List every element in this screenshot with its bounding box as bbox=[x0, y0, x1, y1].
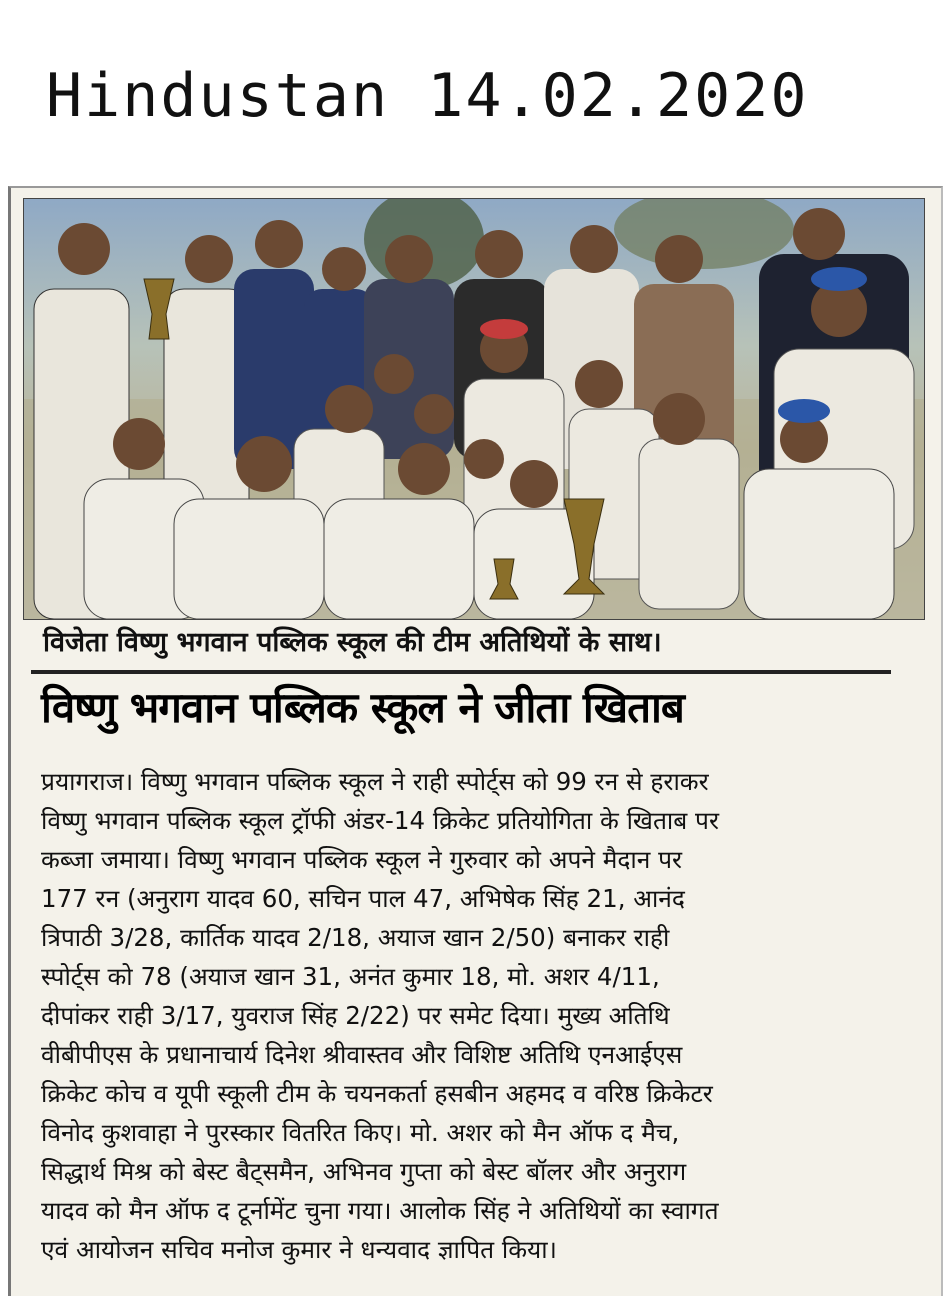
article-body bbox=[41, 762, 901, 1269]
newspaper-clipping bbox=[8, 186, 943, 1296]
newspaper-source-title: Hindustan 14.02.2020 bbox=[46, 61, 809, 131]
article-headline: विष्णु भगवान पब्लिक स्कूल ने जीता खिताब bbox=[41, 683, 684, 732]
article-line: सिद्धार्थ मिश्र को बेस्ट बैट्समैन, अभिनव गुप्ता को बेस्ट बॉलर और अनुराग bbox=[41, 1157, 687, 1186]
article-line: यादव को मैन ऑफ द टूर्नामेंट चुना गया। आलोक सिंह ने अतिथियों का स्वागत bbox=[41, 1196, 719, 1225]
article-line: विष्णु भगवान पब्लिक स्कूल ट्रॉफी अंडर-14 क्रिकेट प्रतियोगिता के खिताब पर bbox=[41, 806, 719, 835]
article-line: क्रिकेट कोच व यूपी स्कूली टीम के चयनकर्ता हसबीन अहमद व वरिष्ठ क्रिकेटर bbox=[41, 1079, 713, 1108]
article-line: त्रिपाठी 3/28, कार्तिक यादव 2/18, अयाज खान 2/50) बनाकर राही bbox=[41, 923, 670, 952]
article-line: स्पोर्ट्स को 78 (अयाज खान 31, अनंत कुमार 18, मो. अशर 4/11, bbox=[41, 962, 660, 991]
article-line: प्रयागराज। विष्णु भगवान पब्लिक स्कूल ने राही स्पोर्ट्स को 99 रन से हराकर bbox=[41, 767, 709, 796]
article-line: एवं आयोजन सचिव मनोज कुमार ने धन्यवाद ज्ञापित किया। bbox=[41, 1235, 557, 1264]
article-line: कब्जा जमाया। विष्णु भगवान पब्लिक स्कूल ने गुरुवार को अपने मैदान पर bbox=[41, 845, 683, 874]
photo-caption: विजेता विष्णु भगवान पब्लिक स्कूल की टीम अतिथियों के साथ। bbox=[43, 627, 662, 658]
article-line: वीबीपीएस के प्रधानाचार्य दिनेश श्रीवास्तव और विशिष्ट अतिथि एनआईएस bbox=[41, 1040, 683, 1069]
article-line: 177 रन (अनुराग यादव 60, सचिन पाल 47, अभिषेक सिंह 21, आनंद bbox=[41, 884, 685, 913]
team-photo bbox=[23, 198, 925, 620]
article-line: विनोद कुशवाहा ने पुरस्कार वितरित किए। मो. अशर को मैन ऑफ द मैच, bbox=[41, 1118, 680, 1147]
team-photo-illustration bbox=[24, 199, 924, 619]
article-line: दीपांकर राही 3/17, युवराज सिंह 2/22) पर समेट दिया। मुख्य अतिथि bbox=[41, 1001, 670, 1030]
caption-divider bbox=[31, 670, 891, 674]
